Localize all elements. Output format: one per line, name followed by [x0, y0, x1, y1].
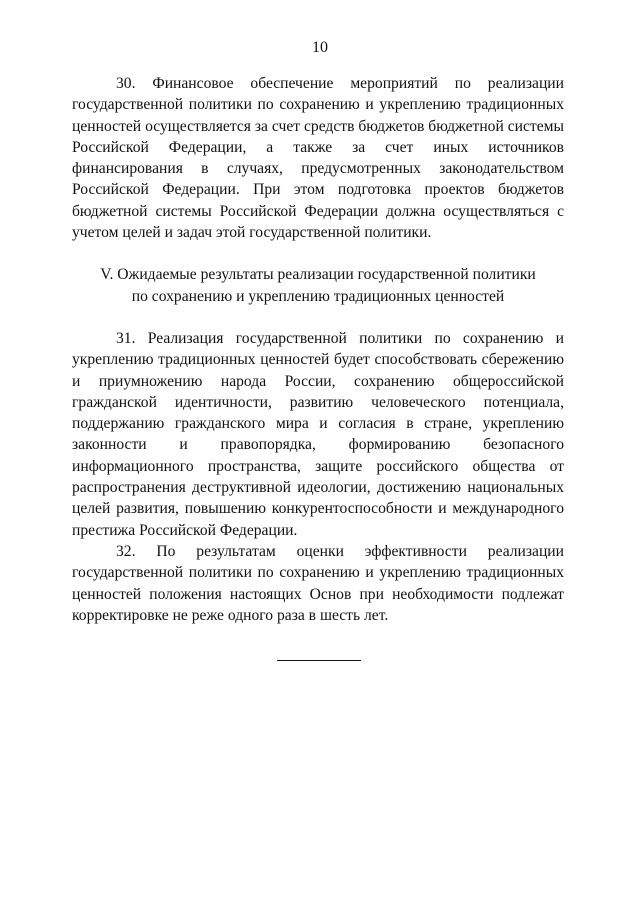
- document-body: [72, 73, 564, 626]
- section-heading-line-1: V. Ожидаемые результаты реализации государственной политики: [100, 266, 536, 284]
- spacer: [72, 307, 564, 328]
- end-of-document-rule: [277, 660, 361, 661]
- paragraph-31: 31. Реализация государственной политики по сохранению и укреплению традиционных ценностей будет способствовать сбережению и приумножению народа России, сохранению общероссийской гражданской идентичности, развитию человеческого потенциала, поддержанию гражданского мира и согласия в стране, укреплению законности и правопорядка, формированию безопасного информационного пространства, защите российского общества от распространения деструктивной идеологии, достижению национальных целей развития, повышению конкурентоспособности и международного престижа Российской Федерации.: [72, 329, 564, 539]
- page-number: 10: [312, 39, 328, 56]
- section-heading: [72, 264, 564, 307]
- paragraph-30: 30. Финансовое обеспечение мероприятий по реализации государственной политики по сохранению и укреплению традиционных ценностей осуществляется за счет средств бюджетов бюджетной системы Российской Федерации, а также за счет иных источников финансирования в случаях, предусмотренных законодательством Российской Федерации. При этом подготовка проектов бюджетов бюджетной системы Российской Федерации должна осуществляться с учетом целей и задач этой государственной политики.: [72, 75, 564, 242]
- spacer: [72, 243, 564, 264]
- paragraph-32: 32. По результатам оценки эффективности реализации государственной политики по сохранению и укреплению традиционных ценностей положения настоящих Основ при необходимости подлежат корректировке не реже одного раза в шесть лет.: [72, 542, 564, 624]
- section-heading-line-2: по сохранению и укреплению традиционных ценностей: [131, 287, 505, 305]
